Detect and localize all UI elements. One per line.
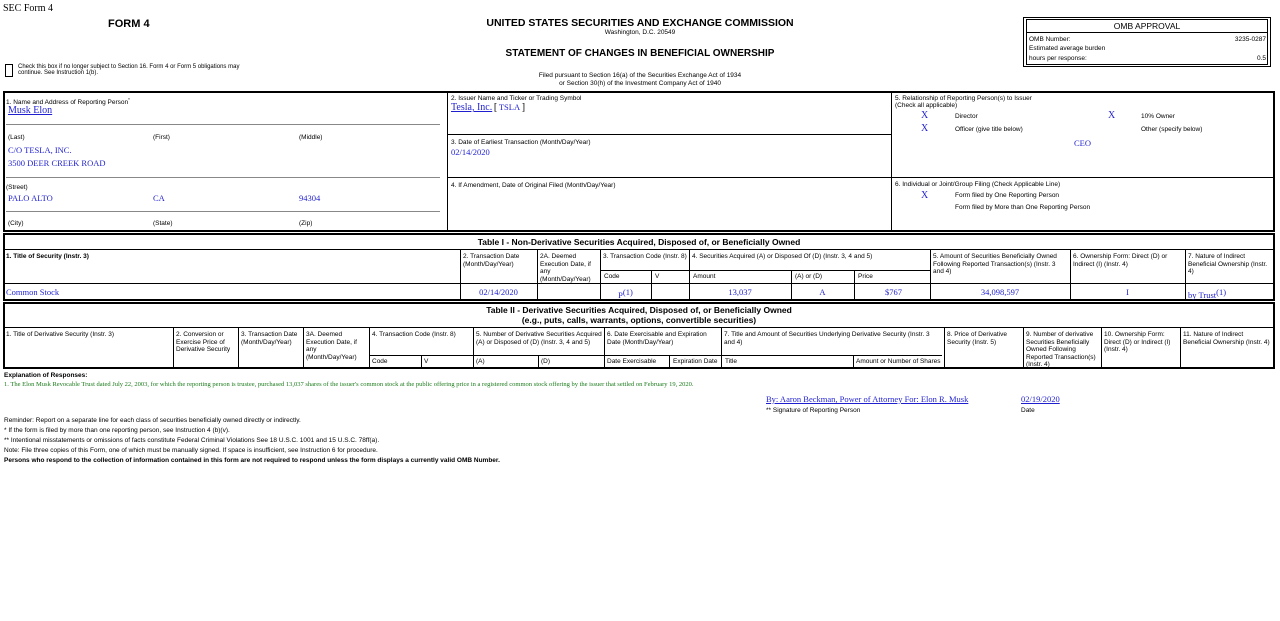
t1-row-title: Common Stock (6, 287, 60, 297)
state-label: (State) (153, 220, 173, 227)
omb-burden-label: Estimated average burden (1029, 45, 1106, 52)
omb-title: OMB APPROVAL (1113, 21, 1181, 31)
omb-number-label: OMB Number: (1029, 36, 1071, 43)
t2-h-exercisable: 6. Date Exercisable and Expiration Date (Month/Day/Year) (607, 331, 707, 346)
t2-h-price: 8. Price of Derivative Security (Instr. 5) (947, 331, 1007, 346)
issuer-label: 2. Issuer Name and Ticker or Trading Symbol (451, 95, 582, 102)
t1-h-nature: 7. Nature of Indirect Beneficial Ownership (Instr. 4) (1188, 253, 1268, 275)
t1-row-ad: A (819, 287, 826, 297)
t2-h-nature: 11. Nature of Indirect Beneficial Ownership (Instr. 4) (1183, 331, 1270, 346)
grid-h-2 (447, 134, 891, 135)
agency-location: Washington, D.C. 20549 (604, 29, 676, 36)
signature-name[interactable]: By: Aaron Beckman, Power of Attorney For: Elon R. Musk (766, 394, 969, 404)
t1-h-title: 1. Title of Security (Instr. 3) (6, 253, 89, 260)
t2-col (944, 327, 945, 369)
t2-col (1101, 327, 1102, 369)
t1-sub-amount: Amount (693, 273, 716, 280)
signature-label: ** Signature of Reporting Person (766, 407, 861, 414)
state-value: CA (153, 193, 165, 203)
t2-col (173, 327, 174, 369)
section16-text-2: continue. See Instruction 1(b). (18, 70, 99, 76)
footer-persons: Persons who respond to the collection of information contained in this form are not required to respond unless the form displays a currently valid OMB Number. (4, 457, 500, 464)
table2-title-divider (3, 327, 1275, 328)
relationship-label-1: 5. Relationship of Reporting Person(s) to Issuer (895, 95, 1032, 102)
statement-title: STATEMENT OF CHANGES IN BENEFICIAL OWNERSHIP (505, 48, 775, 59)
t2-col (473, 327, 474, 369)
signature-date[interactable]: 02/19/2020 (1021, 394, 1060, 404)
table2-subheader-divider (369, 355, 942, 356)
t2-h-conversion: 2. Conversion or Exercise Price of Derivative Security (176, 331, 231, 353)
t1-sub-price: Price (858, 273, 873, 280)
page-label: SEC Form 4 (3, 3, 54, 14)
grid-divider-1 (447, 91, 448, 232)
t1-row-code-cell (600, 287, 651, 300)
ticker-close: ] (521, 102, 526, 113)
t1-h-date: 2. Transaction Date (Month/Day/Year) (463, 253, 520, 268)
signature-date-label: Date (1021, 407, 1035, 414)
t2-h-owned: 9. Number of derivative Securities Beneficially Owned Following Reported Transaction(s) (Instr. 4) (1026, 331, 1096, 368)
footer-note: Note: File three copies of this Form, one of which must be manually signed. If space is insufficient, see Instruction 6 for procedure. (4, 447, 378, 454)
t2-col (303, 327, 304, 369)
t1-h-owned: 5. Amount of Securities Beneficially Owned Following Reported Transaction(s) (Instr. 3 and 4) (933, 253, 1057, 275)
t1-col (537, 249, 538, 301)
t1-row-nature: by Trust (1188, 290, 1217, 301)
ticker-open: [ (493, 102, 498, 113)
table2-title-2: (e.g., puts, calls, warrants, options, convertible securities) (521, 315, 757, 325)
first-label: (First) (153, 134, 170, 141)
table1-header-divider (3, 283, 1275, 284)
city-label: (City) (8, 220, 24, 227)
filing-more-label: Form filed by More than One Reporting Person (955, 204, 1091, 211)
section16-text-1: Check this box if no longer subject to Section 16. Form 4 or Form 5 obligations may (18, 64, 240, 70)
t1-row-nature-note[interactable]: (1) (1216, 287, 1227, 297)
t1-row-price: $767 (885, 287, 902, 297)
t2-h-code: 4. Transaction Code (Instr. 8) (372, 331, 456, 338)
amendment-label: 4. If Amendment, Date of Original Filed (Month/Day/Year) (451, 182, 616, 189)
t2-col (1023, 327, 1024, 369)
grid-divider-2 (891, 91, 892, 232)
filing-one-mark[interactable]: X (921, 190, 929, 201)
t1-row-amount: 13,037 (728, 287, 752, 297)
form-title: FORM 4 (108, 18, 150, 30)
t1-row-code: P (618, 290, 623, 301)
officer-mark[interactable]: X (921, 123, 929, 134)
t1-sub-ad: (A) or (D) (795, 273, 823, 280)
city-underline (6, 211, 440, 212)
name-underline (6, 124, 440, 125)
earliest-transaction-label: 3. Date of Earliest Transaction (Month/Day/Year) (451, 139, 591, 146)
t2-sub-code: Code (372, 358, 388, 365)
zip-value: 94304 (299, 193, 321, 203)
officer-title: CEO (1074, 138, 1091, 148)
agency-title: UNITED STATES SECURITIES AND EXCHANGE COMMISSION (486, 17, 794, 29)
t2-col (604, 327, 605, 369)
zip-label: (Zip) (299, 220, 313, 227)
t2-sub-exercisable: Date Exercisable (607, 358, 657, 365)
ten-pct-owner-mark[interactable]: X (1108, 110, 1116, 121)
reporting-person-name[interactable]: Musk Elon (8, 105, 53, 116)
t2-col (369, 327, 370, 369)
officer-label: Officer (give title below) (955, 126, 1023, 133)
ten-pct-owner-label: 10% Owner (1141, 113, 1175, 120)
t1-sub-v: V (655, 273, 660, 280)
address-line2: 3500 DEER CREEK ROAD (8, 158, 106, 168)
omb-number-value: 3235-0287 (1234, 36, 1266, 43)
filed-pursuant-1: Filed pursuant to Section 16(a) of the Securities Exchange Act of 1934 (538, 72, 742, 79)
t1-h-acquired: 4. Securities Acquired (A) or Disposed Of (D) (Instr. 3, 4 and 5) (692, 253, 873, 260)
city-value: PALO ALTO (8, 193, 53, 203)
t2-sub-amount: Amount or Number of Shares (856, 358, 941, 365)
omb-title-divider (1026, 32, 1268, 33)
section16-checkbox[interactable] (5, 64, 13, 77)
t2-sub-a: (A) (476, 358, 485, 365)
footer-star: * If the form is filed by more than one reporting person, see Instruction 4 (b)(v). (4, 427, 230, 434)
director-label: Director (955, 113, 978, 120)
table2-title-1: Table II - Derivative Securities Acquired, Disposed of, or Beneficially Owned (486, 305, 792, 315)
issuer-name[interactable]: Tesla, Inc. (451, 102, 493, 113)
other-label: Other (specify below) (1141, 126, 1203, 133)
t2-h-number: 5. Number of Derivative Securities Acquired (A) or Disposed of (D) (Instr. 3, 4 and 5) (476, 331, 602, 346)
t1-h-deemed: 2A. Deemed Execution Date, if any (Month/Day/Year) (540, 253, 591, 283)
t1-col (651, 270, 652, 301)
t1-col (1185, 249, 1186, 301)
table1-title-divider (3, 249, 1275, 250)
t2-col (853, 355, 854, 369)
t1-h-code: 3. Transaction Code (Instr. 8) (603, 253, 687, 260)
omb-hours-label: hours per response: (1029, 55, 1087, 62)
explanation-label: Explanation of Responses: (4, 372, 88, 379)
filing-label: 6. Individual or Joint/Group Filing (Check Applicable Line) (895, 181, 1061, 188)
t2-h-date: 3. Transaction Date (Month/Day/Year) (241, 331, 298, 346)
address-underline (6, 177, 440, 178)
t1-h-form: 6. Ownership Form: Direct (D) or Indirect (I) (Instr. 4) (1073, 253, 1168, 268)
t2-col (1180, 327, 1181, 369)
t1-row-owned: 34,098,597 (980, 287, 1020, 297)
address-line1: C/O TESLA, INC. (8, 145, 72, 155)
reporting-person-label-text: 1. Name and Address of Reporting Person (6, 99, 129, 107)
omb-hours-value: 0.5 (1256, 55, 1266, 62)
t2-h-deemed: 3A. Deemed Execution Date, if any (Month/Day/Year) (306, 331, 357, 361)
footer-reminder: Reminder: Report on a separate line for each class of securities beneficially owned directly or indirectly. (4, 417, 301, 424)
t2-sub-title: Title (725, 358, 738, 365)
t2-col (669, 355, 670, 369)
footer-double-star: ** Intentional misstatements or omissions of facts constitute Federal Criminal Violations See 18 U.S.C. 1001 and 15 U.S.C. 78ff(a). (4, 437, 380, 444)
t2-sub-expiration: Expiration Date (673, 358, 718, 365)
t2-h-underlying: 7. Title and Amount of Securities Underlying Derivative Security (Instr. 3 and 4) (724, 331, 930, 346)
explanation-note-1: 1. The Elon Musk Revocable Trust dated July 22, 2003, for which the reporting person is trustee, purchased 13,037 shares of the issuer's common stock at the public offering price in a registered common stock offering by the issuer that settled on February 19, 2020. (4, 381, 694, 388)
t2-col (538, 355, 539, 369)
issuer-line (451, 102, 525, 113)
street-label: (Street) (6, 184, 28, 191)
middle-label: (Middle) (299, 134, 323, 141)
t1-row-date: 02/14/2020 (479, 287, 518, 297)
t2-col (721, 327, 722, 369)
director-mark[interactable]: X (921, 110, 929, 121)
relationship-label-2: (Check all applicable) (895, 102, 958, 109)
table1-title: Table I - Non-Derivative Securities Acquired, Disposed of, or Beneficially Owned (477, 237, 801, 247)
reporting-person-label-mark: * (128, 97, 130, 102)
t2-sub-v: V (424, 358, 429, 365)
filing-one-label: Form filed by One Reporting Person (955, 192, 1060, 199)
grid-h-3 (447, 177, 1275, 178)
filed-pursuant-2: or Section 30(h) of the Investment Company Act of 1940 (559, 80, 721, 87)
t1-row-code-note[interactable]: (1) (622, 287, 633, 297)
table1-subheader-divider (600, 270, 930, 271)
t2-h-title: 1. Title of Derivative Security (Instr. 3) (6, 331, 115, 338)
t1-sub-code: Code (604, 273, 620, 280)
t2-sub-d: (D) (541, 358, 551, 365)
earliest-transaction-date: 02/14/2020 (451, 147, 490, 157)
issuer-ticker: TSLA (498, 102, 521, 112)
t2-col (421, 355, 422, 369)
t2-col (238, 327, 239, 369)
t2-h-form: 10. Ownership Form: Direct (D) or Indirect (I) (Instr. 4) (1104, 331, 1171, 353)
t1-row-form: I (1126, 287, 1129, 297)
t1-row-nature-cell (1188, 287, 1226, 300)
last-label: (Last) (8, 134, 25, 141)
